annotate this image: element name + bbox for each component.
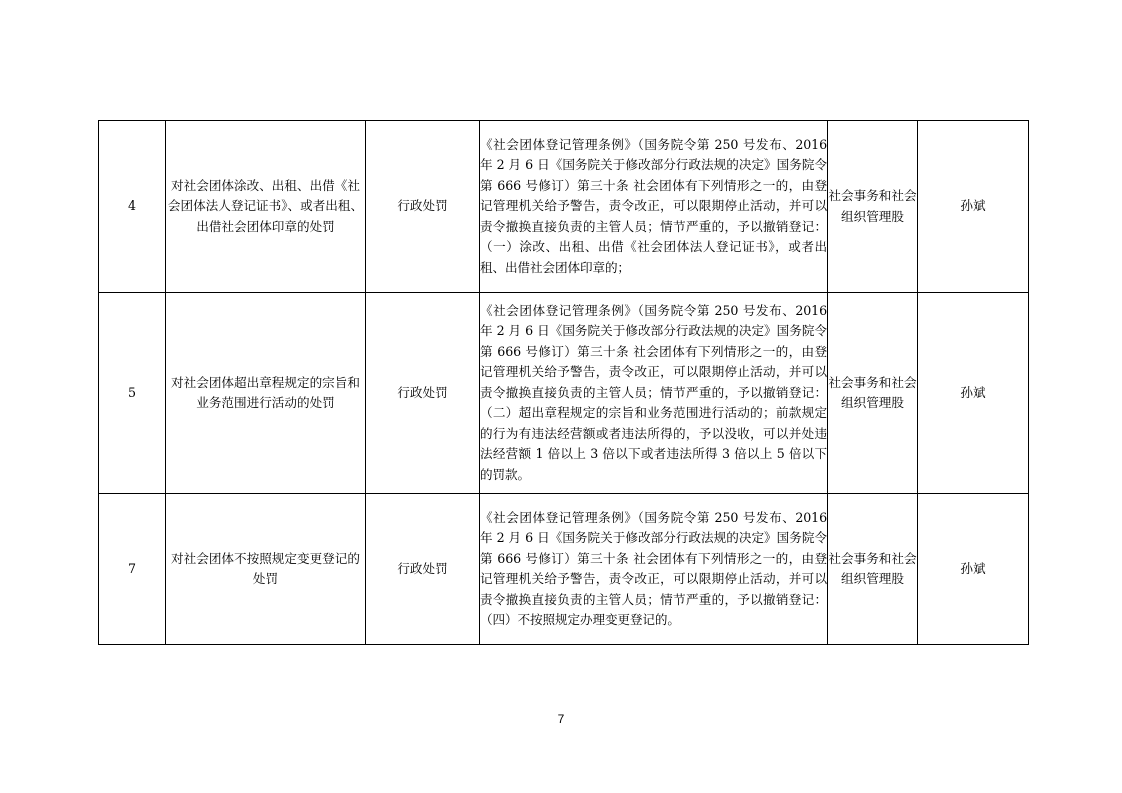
row-number-cell: 5	[99, 293, 166, 494]
legal-basis-cell	[480, 293, 828, 494]
responsible-person-cell: 孙斌	[918, 494, 1029, 645]
legal-basis-text: 《社会团体登记管理条例》（国务院令第 250 号发布、2016 年 2 月 6 日《国务院关于修改部分行政法规的决定》国务院令第 666 号修订）第三十条 社会团体有下列情形之一的，由登记管理机关给予警告，责令改正，可以限期停止活动，并可以责令撤换直接负责的主管人员；情节严重的，予以撤销登记：（四）不按照规定办理变更登记的。	[480, 509, 827, 627]
table-row	[99, 494, 1029, 645]
responsible-person-cell: 孙斌	[918, 121, 1029, 293]
legal-basis-cell	[480, 494, 828, 645]
table-row	[99, 121, 1029, 293]
penalty-type-cell: 行政处罚	[366, 293, 480, 494]
legal-basis-text: 《社会团体登记管理条例》（国务院令第 250 号发布、2016 年 2 月 6 日《国务院关于修改部分行政法规的决定》国务院令第 666 号修订）第三十条 社会团体有下列情形之一的，由登记管理机关给予警告，责令改正，可以限期停止活动，并可以责令撤换直接负责的主管人员；情节严重的，予以撤销登记：（一）涂改、出租、出借《社会团体法人登记证书》，或者出租、出借社会团体印章的；	[480, 136, 827, 275]
item-name-cell: 对社会团体涂改、出租、出借《社会团体法人登记证书》、或者出租、出借社会团体印章的处罚	[166, 121, 366, 293]
page-number: 7	[557, 712, 565, 726]
department-cell: 社会事务和社会组织管理股	[828, 494, 918, 645]
penalty-type-cell: 行政处罚	[366, 121, 480, 293]
penalty-table	[98, 120, 1029, 645]
department-cell: 社会事务和社会组织管理股	[828, 293, 918, 494]
responsible-person-cell: 孙斌	[918, 293, 1029, 494]
item-name-cell: 对社会团体超出章程规定的宗旨和业务范围进行活动的处罚	[166, 293, 366, 494]
legal-basis-cell	[480, 121, 828, 293]
penalty-type-cell: 行政处罚	[366, 494, 480, 645]
row-number-cell: 7	[99, 494, 166, 645]
row-number-cell: 4	[99, 121, 166, 293]
item-name-cell: 对社会团体不按照规定变更登记的处罚	[166, 494, 366, 645]
table-row	[99, 293, 1029, 494]
department-cell: 社会事务和社会组织管理股	[828, 121, 918, 293]
legal-basis-text: 《社会团体登记管理条例》（国务院令第 250 号发布、2016 年 2 月 6 日《国务院关于修改部分行政法规的决定》国务院令第 666 号修订）第三十条 社会团体有下列情形之一的，由登记管理机关给予警告，责令改正，可以限期停止活动，并可以责令撤换直接负责的主管人员；情节严重的，予以撤销登记：（二）超出章程规定的宗旨和业务范围进行活动的；前款规定的行为有违法经营额或者违法所得的，予以没收，可以并处违法经营额 1 倍以上 3 倍以下或者违法所得 3 倍以上 5 倍以下的罚款。	[480, 302, 827, 482]
